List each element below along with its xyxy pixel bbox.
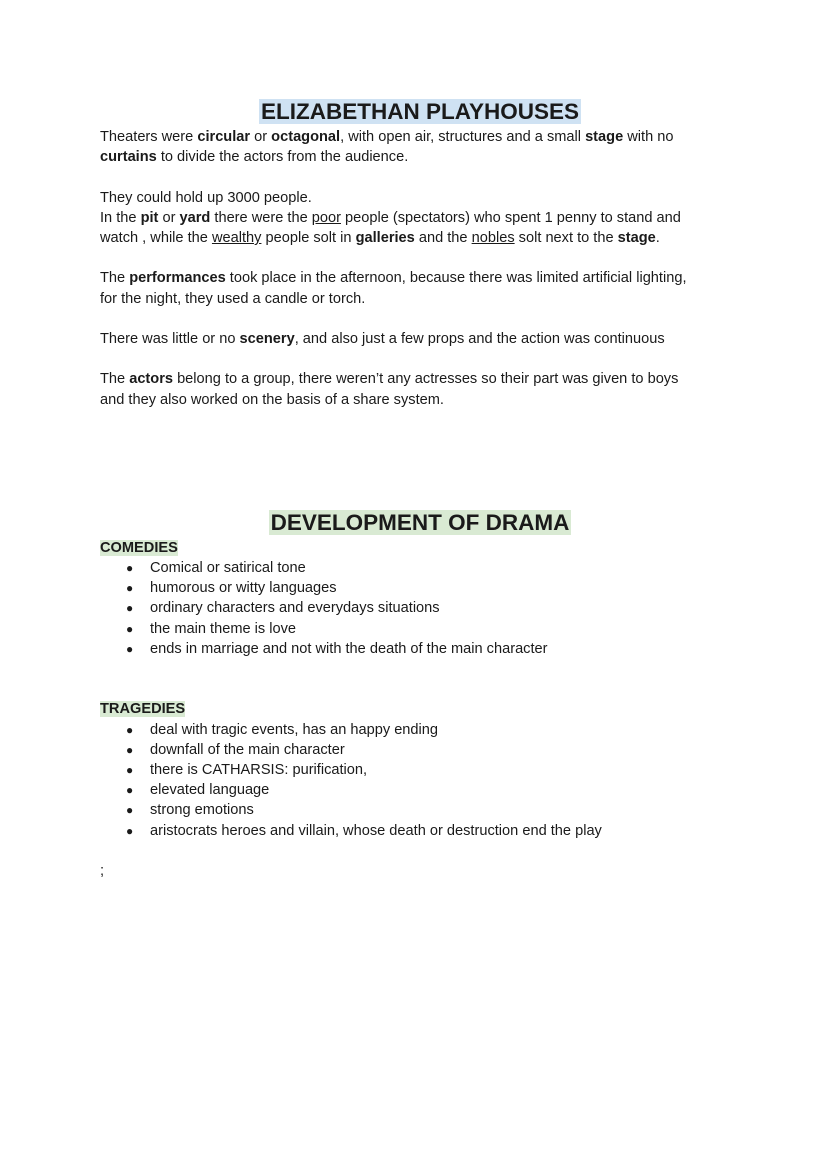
bullet-icon: ● bbox=[126, 763, 134, 777]
list-item-text: aristocrats heroes and villain, whose death or destruction end the play bbox=[150, 822, 602, 839]
list-item-text: strong emotions bbox=[150, 802, 254, 819]
paragraph-capacity: They could hold up 3000 people. In the pit or yard there were the poor people (spectators) who spent 1 penny to stand and watch , while the wealthy people solt in galleries and the nobles solt next to the stage. bbox=[100, 189, 681, 246]
title-elizabethan-playhouses: ELIZABETHAN PLAYHOUSES bbox=[261, 99, 579, 124]
list-item-text: humorous or witty languages bbox=[150, 580, 337, 597]
tragedies-list bbox=[100, 720, 740, 841]
trailing-semicolon: ; bbox=[100, 863, 105, 879]
heading-comedies: COMEDIES bbox=[100, 539, 178, 556]
bullet-icon: ● bbox=[126, 621, 134, 636]
bullet-icon: ● bbox=[126, 641, 134, 656]
list-item bbox=[100, 740, 740, 760]
title-development-of-drama: DEVELOPMENT OF DRAMA bbox=[270, 509, 570, 535]
list-item bbox=[100, 800, 740, 820]
list-item-text: there is CATHARSIS: purification, bbox=[150, 762, 368, 778]
bullet-icon: ● bbox=[126, 560, 134, 575]
document-page bbox=[100, 97, 740, 881]
list-item bbox=[100, 760, 740, 780]
list-item-text: downfall of the main character bbox=[150, 741, 345, 758]
list-item-text: the main theme is love bbox=[150, 620, 297, 637]
bullet-icon: ● bbox=[126, 722, 134, 737]
bullet-icon: ● bbox=[126, 803, 134, 818]
list-item bbox=[100, 639, 740, 659]
bullet-icon: ● bbox=[126, 783, 134, 798]
list-item-text: ends in marriage and not with the death of the main character bbox=[150, 640, 548, 657]
paragraph-actors: The actors belong to a group, there weren’t any actresses so their part was given to boys and they also worked on the basis of a share system. bbox=[100, 371, 679, 408]
bullet-icon: ● bbox=[126, 742, 134, 757]
bullet-icon: ● bbox=[126, 601, 134, 616]
paragraph-performances: The performances took place in the afternoon, because there was limited artificial lighting, for the night, they used a candle or torch. bbox=[100, 270, 687, 307]
list-item bbox=[100, 619, 740, 639]
comedies-list bbox=[100, 558, 740, 659]
list-item bbox=[100, 720, 740, 740]
list-item-text: elevated language bbox=[150, 782, 270, 799]
list-item bbox=[100, 780, 740, 800]
list-item bbox=[100, 578, 740, 598]
bullet-icon: ● bbox=[126, 581, 134, 596]
paragraph-scenery: There was little or no scenery, and also just a few props and the action was continuous bbox=[100, 330, 665, 347]
list-item bbox=[100, 598, 740, 618]
list-item-text: Comical or satirical tone bbox=[150, 559, 306, 576]
list-item bbox=[100, 821, 740, 841]
list-item bbox=[100, 558, 740, 578]
heading-tragedies: TRAGEDIES bbox=[100, 701, 186, 718]
bullet-icon: ● bbox=[126, 823, 134, 838]
paragraph-theaters: Theaters were circular or octagonal, with open air, structures and a small stage with no curtains to divide the actors from the audience. bbox=[100, 129, 674, 166]
list-item-text: ordinary characters and everydays situations bbox=[150, 600, 440, 617]
list-item-text: deal with tragic events, has an happy ending bbox=[150, 721, 439, 738]
